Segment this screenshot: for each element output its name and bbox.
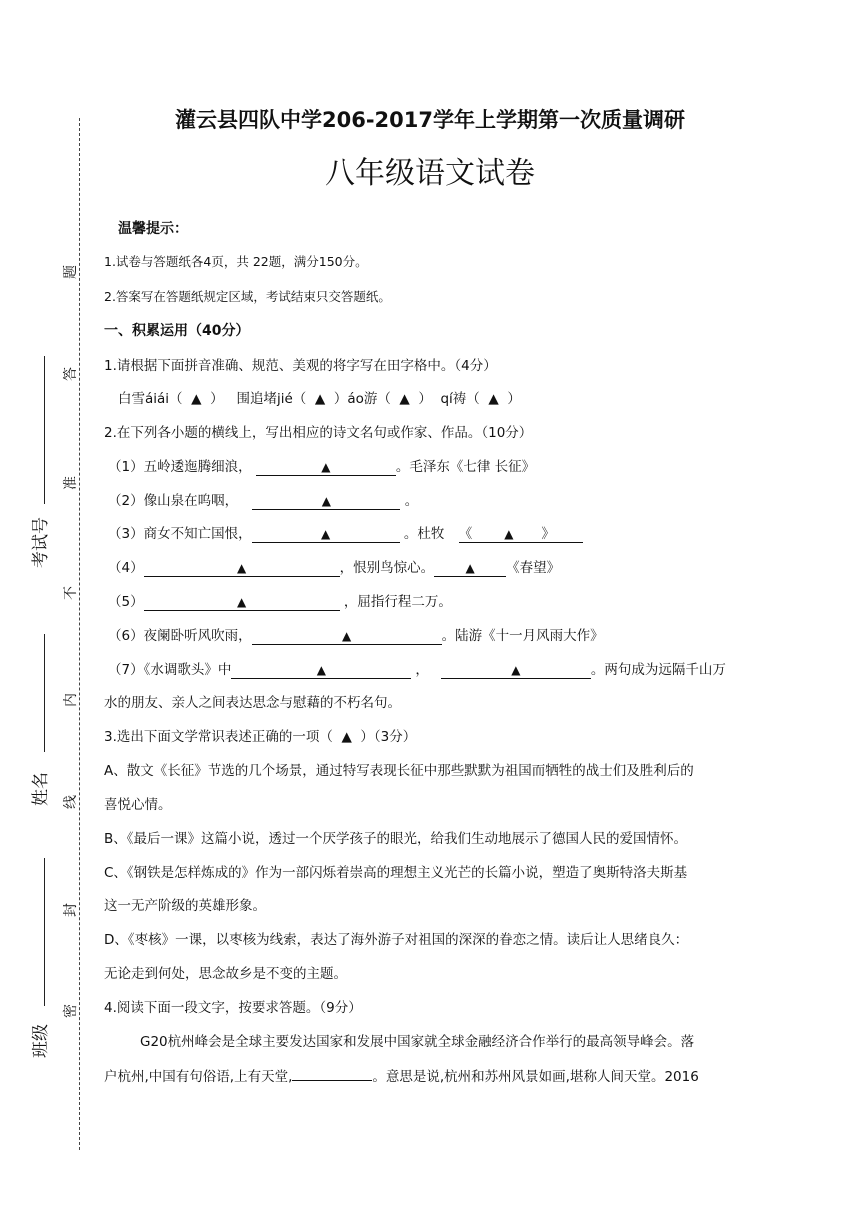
answer-marker: ▲ — [236, 561, 247, 575]
q2-4-num: （4） — [108, 560, 144, 576]
q2-1-text: （1）五岭逶迤腾细浪， — [108, 459, 252, 475]
q2-7-tail: 。两句成为远隔千山万 — [590, 662, 726, 678]
notice-line-1: 1.试卷与答题纸各4页，共 22题，满分150分。 — [104, 254, 368, 269]
answer-marker: ▲ — [321, 494, 331, 508]
q2-3-text: （3）商女不知亡国恨， — [108, 526, 252, 542]
q2-2-text: （2）像山泉在呜咽， — [108, 493, 239, 509]
answer-blank[interactable] — [252, 526, 400, 543]
answer-blank[interactable] — [144, 594, 340, 611]
book-mark-open: 《 — [458, 526, 473, 542]
answer-blank[interactable] — [252, 628, 442, 645]
q1-items: 白雪áiái（ ▲ ） 围追堵jié（ ▲ ）áo游（ ▲ ） qí祷（ ▲ ） — [118, 391, 521, 407]
answer-blank[interactable] — [256, 459, 396, 476]
q1-stem: 1.请根据下面拼音准确、规范、美观的将字写在田字格中。（4分） — [104, 358, 497, 374]
q3-option-c: C、《钢铁是怎样炼成的》作为一部闪烁着崇高的理想主义光芒的长篇小说，塑造了奥斯特洛夫斯基 — [104, 865, 688, 881]
class-label: 班级 — [31, 1024, 51, 1058]
answer-blank[interactable] — [252, 493, 400, 510]
name-label: 姓名 — [31, 772, 51, 806]
q2-item-2 — [108, 489, 418, 510]
class-line — [44, 858, 45, 1006]
q2-item-4 — [108, 556, 560, 577]
q2-7-comma: ， — [415, 662, 429, 678]
answer-blank[interactable] — [292, 1064, 372, 1081]
q4-paragraph: G20杭州峰会是全球主要发达国家和发展中国家就全球金融经济合作举行的最高领导峰会。落 — [140, 1034, 695, 1050]
q3-option-d-cont: 无论走到何处，思念故乡是不变的主题。 — [104, 966, 347, 982]
answer-blank[interactable] — [144, 560, 340, 577]
q2-2-end: 。 — [404, 493, 419, 509]
answer-blank[interactable] — [459, 526, 583, 543]
answer-marker: ▲ — [341, 629, 352, 643]
q4-stem: 4.阅读下面一段文字，按要求答题。（9分） — [104, 1000, 362, 1016]
q4-text-b: 。意思是说,杭州和苏州风景如画,堪称人间天堂。2016 — [372, 1069, 699, 1085]
seal-char: 线 — [63, 795, 79, 809]
notice-line-2: 2.答案写在答题纸规定区域，考试结束只交答题纸。 — [104, 289, 391, 304]
q2-stem: 2.在下列各小题的横线上，写出相应的诗文名句或作家、作品。（10分） — [104, 425, 533, 441]
seal-char: 答 — [63, 367, 79, 381]
q2-item-3 — [108, 522, 583, 543]
exam-number-label: 考试号 — [31, 517, 51, 568]
q2-7-text: （7）《水调歌头》中 — [108, 662, 232, 678]
q2-item-1 — [108, 455, 535, 476]
answer-marker: ▲ — [504, 527, 514, 541]
q2-item-5 — [108, 590, 452, 611]
answer-marker: ▲ — [511, 663, 521, 677]
seal-char: 题 — [63, 265, 79, 279]
seal-char: 不 — [63, 586, 79, 600]
q4-paragraph-cont — [104, 1064, 699, 1085]
q2-item-7 — [108, 658, 726, 679]
q3-option-b: B、《最后一课》这篇小说，透过一个厌学孩子的眼光，给我们生动地展示了德国人民的爱国情怀。 — [104, 831, 688, 847]
name-line — [44, 634, 45, 752]
seal-char: 封 — [63, 903, 79, 917]
q2-4-source: 《春望》 — [506, 560, 561, 576]
seal-char: 内 — [63, 693, 79, 707]
q2-4-text: ，恨别鸟惊心。 — [339, 560, 435, 576]
answer-blank[interactable] — [441, 662, 591, 679]
section-heading: 一、积累运用（40分） — [104, 323, 250, 339]
answer-marker: ▲ — [321, 460, 331, 474]
q3-option-c-cont: 这一无产阶级的英雄形象。 — [104, 898, 266, 914]
q3-option-a: A、散文《长征》节选的几个场景，通过特写表现长征中那些默默为祖国而牺牲的战士们及胜利后的 — [104, 763, 694, 779]
q2-6-text: （6）夜阑卧听风吹雨， — [108, 628, 252, 644]
seal-char: 准 — [63, 476, 79, 490]
q3-option-a-cont: 喜悦心情。 — [104, 797, 172, 813]
answer-blank[interactable] — [434, 560, 506, 577]
q4-text-a: 户杭州,中国有句俗语,上有天堂, — [104, 1069, 293, 1085]
q3-stem: 3.选出下面文学常识表述正确的一项（ ▲ ）（3分） — [104, 729, 417, 745]
answer-marker: ▲ — [465, 561, 475, 575]
q2-item-6 — [108, 624, 604, 645]
q2-item-7-cont: 水的朋友、亲人之间表达思念与慰藉的不朽名句。 — [104, 695, 401, 711]
seal-char: 密 — [63, 1004, 79, 1018]
answer-marker: ▲ — [236, 595, 247, 609]
exam-title: 八年级语文试卷 — [325, 156, 535, 191]
answer-marker: ▲ — [316, 663, 326, 677]
school-title: 灌云县四队中学206-2017学年上学期第一次质量调研 — [175, 108, 685, 132]
q2-3-author: 。杜牧 — [403, 526, 445, 542]
q2-1-source: 。毛泽东《七律 长征》 — [395, 459, 536, 475]
book-mark-close: 》 — [541, 526, 555, 542]
q2-6-source: 。陆游《十一月风雨大作》 — [441, 628, 604, 644]
exam-number-line — [44, 356, 45, 504]
q2-5-num: （5） — [108, 594, 144, 610]
answer-marker: ▲ — [320, 527, 331, 541]
q2-5-text: ，屈指行程二万。 — [343, 594, 452, 610]
q3-option-d: D、《枣核》一课，以枣核为线索，表达了海外游子对祖国的深深的眷恋之情。读后让人思绪良久： — [104, 932, 689, 948]
notice-heading: 温馨提示： — [118, 221, 188, 237]
answer-blank[interactable] — [231, 662, 411, 679]
